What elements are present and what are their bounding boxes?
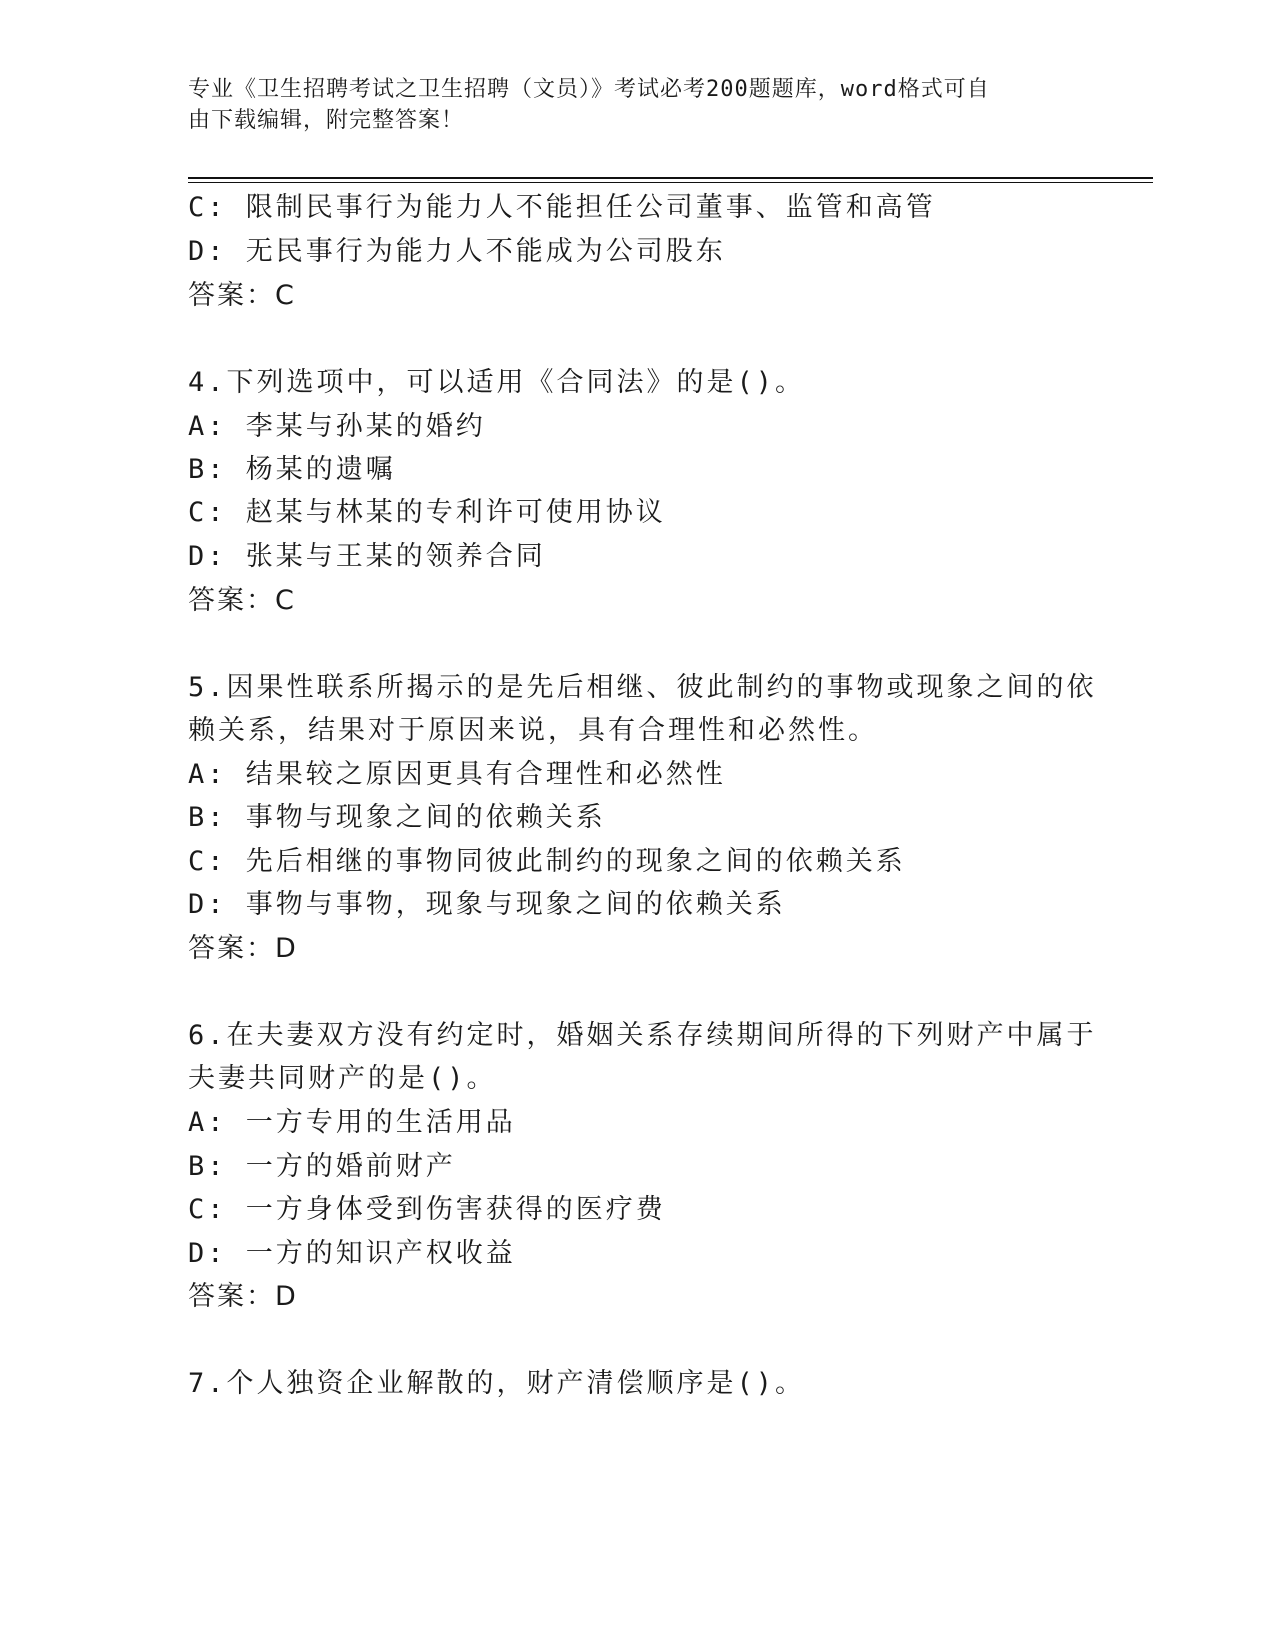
document-header bbox=[188, 74, 1068, 136]
q5-option-b: B: 事物与现象之间的依赖关系 bbox=[188, 802, 606, 833]
header-title-line-1: 专业《卫生招聘考试之卫生招聘（文员）》考试必考200题题库，word格式可自 bbox=[188, 77, 990, 102]
q7-stem: 7.个人独资企业解散的，财产清偿顺序是()。 bbox=[188, 1368, 806, 1399]
q6-option-c: C: 一方身体受到伤害获得的医疗费 bbox=[188, 1194, 666, 1225]
q6-option-a: A: 一方专用的生活用品 bbox=[188, 1107, 516, 1138]
q4-option-c: C: 赵某与林某的专利许可使用协议 bbox=[188, 497, 666, 528]
header-divider-thin bbox=[188, 182, 1153, 183]
q5-stem-line-2: 赖关系，结果对于原因来说，具有合理性和必然性。 bbox=[188, 715, 878, 746]
q5-stem-line-1: 5.因果性联系所揭示的是先后相继、彼此制约的事物或现象之间的依 bbox=[188, 672, 1097, 703]
q5-option-d: D: 事物与事物，现象与现象之间的依赖关系 bbox=[188, 889, 786, 920]
q6-stem-line-1: 6.在夫妻双方没有约定时，婚姻关系存续期间所得的下列财产中属于 bbox=[188, 1020, 1097, 1051]
q4-option-b: B: 杨某的遗嘱 bbox=[188, 454, 396, 485]
q6-answer: 答案：D bbox=[188, 1281, 298, 1312]
q4-option-a: A: 李某与孙某的婚约 bbox=[188, 411, 486, 442]
q3-option-d: D: 无民事行为能力人不能成为公司股东 bbox=[188, 236, 726, 267]
q5-option-c: C: 先后相继的事物同彼此制约的现象之间的依赖关系 bbox=[188, 846, 906, 877]
q4-option-d: D: 张某与王某的领养合同 bbox=[188, 541, 546, 572]
q4-answer: 答案：C bbox=[188, 585, 296, 616]
q4-stem: 4.下列选项中，可以适用《合同法》的是()。 bbox=[188, 367, 806, 398]
q3-option-c: C: 限制民事行为能力人不能担任公司董事、监管和高管 bbox=[188, 192, 936, 223]
header-title-line-2: 由下载编辑，附完整答案！ bbox=[188, 108, 465, 133]
q5-answer: 答案：D bbox=[188, 933, 298, 964]
q6-option-b: B: 一方的婚前财产 bbox=[188, 1151, 456, 1182]
q3-answer: 答案：C bbox=[188, 280, 296, 311]
q6-stem-line-2: 夫妻共同财产的是()。 bbox=[188, 1063, 497, 1094]
q5-option-a: A: 结果较之原因更具有合理性和必然性 bbox=[188, 759, 726, 790]
header-divider-thick bbox=[188, 177, 1153, 179]
q6-option-d: D: 一方的知识产权收益 bbox=[188, 1238, 516, 1269]
